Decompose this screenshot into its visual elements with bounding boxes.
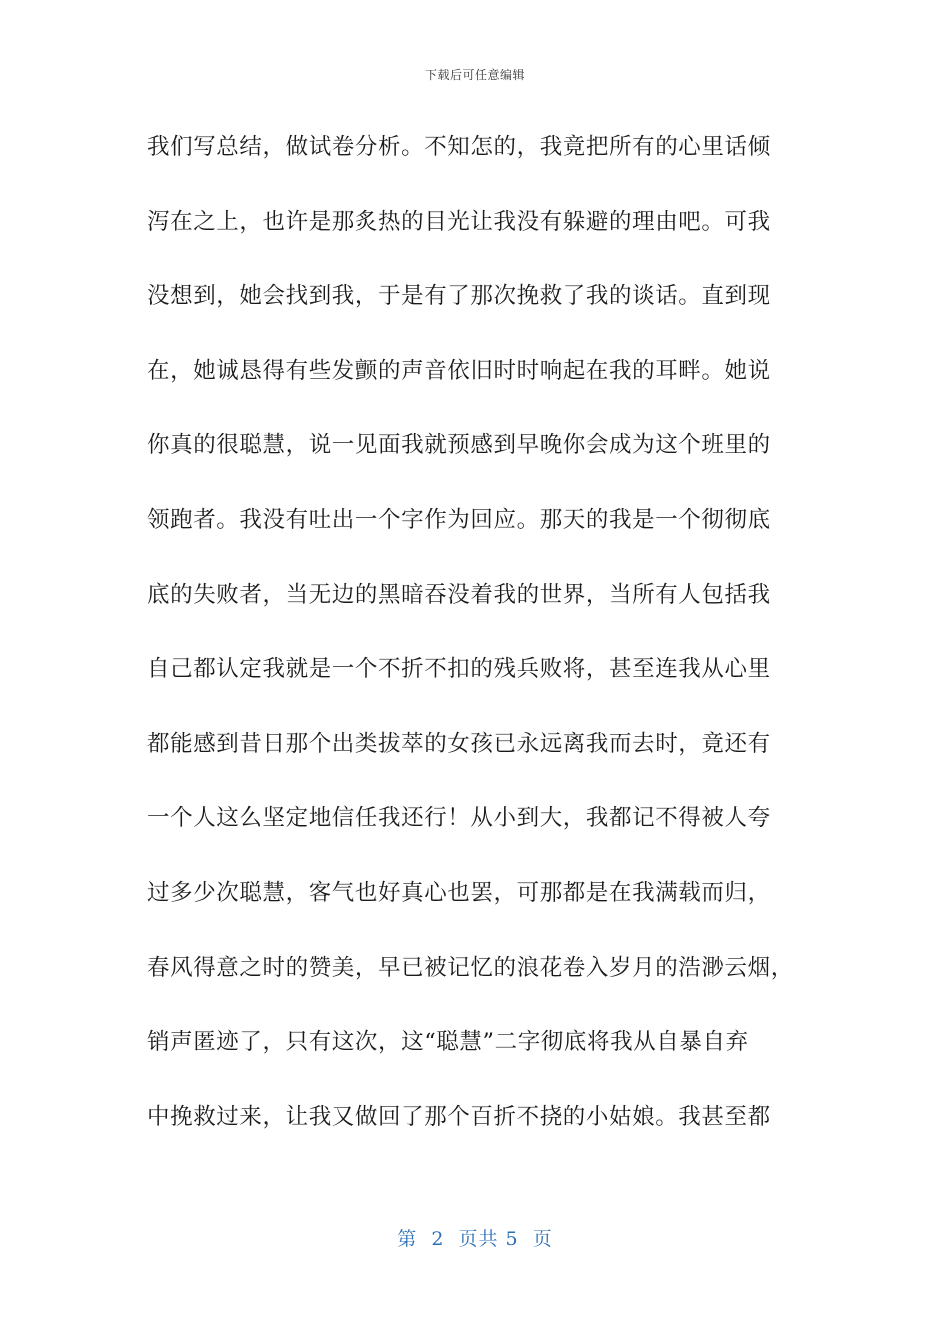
text-line: 我们写总结，做试卷分析。不知怎的，我竟把所有的心里话倾 (147, 134, 771, 160)
text-line: 春风得意之时的赞美，早已被记忆的浪花卷入岁月的浩渺云烟， (147, 954, 794, 981)
page-header-note: 下载后可任意编辑 (424, 68, 525, 82)
text-line: 底的失败者，当无边的黑暗吞没着我的世界，当所有人包括我 (147, 581, 771, 608)
text-line: 中挽救过来，让我又做回了那个百折不挠的小姑娘。我甚至都 (147, 1103, 771, 1130)
text-line: 销声匿迹了，只有这次，这“聪慧”二字彻底将我从自暴自弃 (147, 1029, 749, 1056)
text-line: 在，她诚恳得有些发颤的声音依旧时时响起在我的耳畔。她说 (147, 357, 771, 384)
text-line: 没想到，她会找到我，于是有了那次挽救了我的谈话。直到现 (147, 283, 771, 310)
text-line: 一个人这么坚定地信任我还行！从小到大，我都记不得被人夸 (147, 805, 771, 832)
document-body (147, 124, 807, 1168)
text-line: 自己都认定我就是一个不折不扣的残兵败将，甚至连我从心里 (147, 656, 771, 683)
text-line: 领跑者。我没有吐出一个字作为回应。那天的我是一个彻彻底 (147, 506, 771, 533)
text-line: 过多少次聪慧，客气也好真心也罢，可那都是在我满载而归， (147, 879, 771, 906)
text-line: 你真的很聪慧，说一见面我就预感到早晚你会成为这个班里的 (147, 432, 771, 459)
text-line: 泻在之上，也许是那炙热的目光让我没有躲避的理由吧。可我 (147, 208, 771, 235)
text-line: 都能感到昔日那个出类拔萃的女孩已永远离我而去时，竟还有 (147, 730, 771, 757)
page-number-footer: 第 2 页共 5 页 (397, 1228, 553, 1250)
